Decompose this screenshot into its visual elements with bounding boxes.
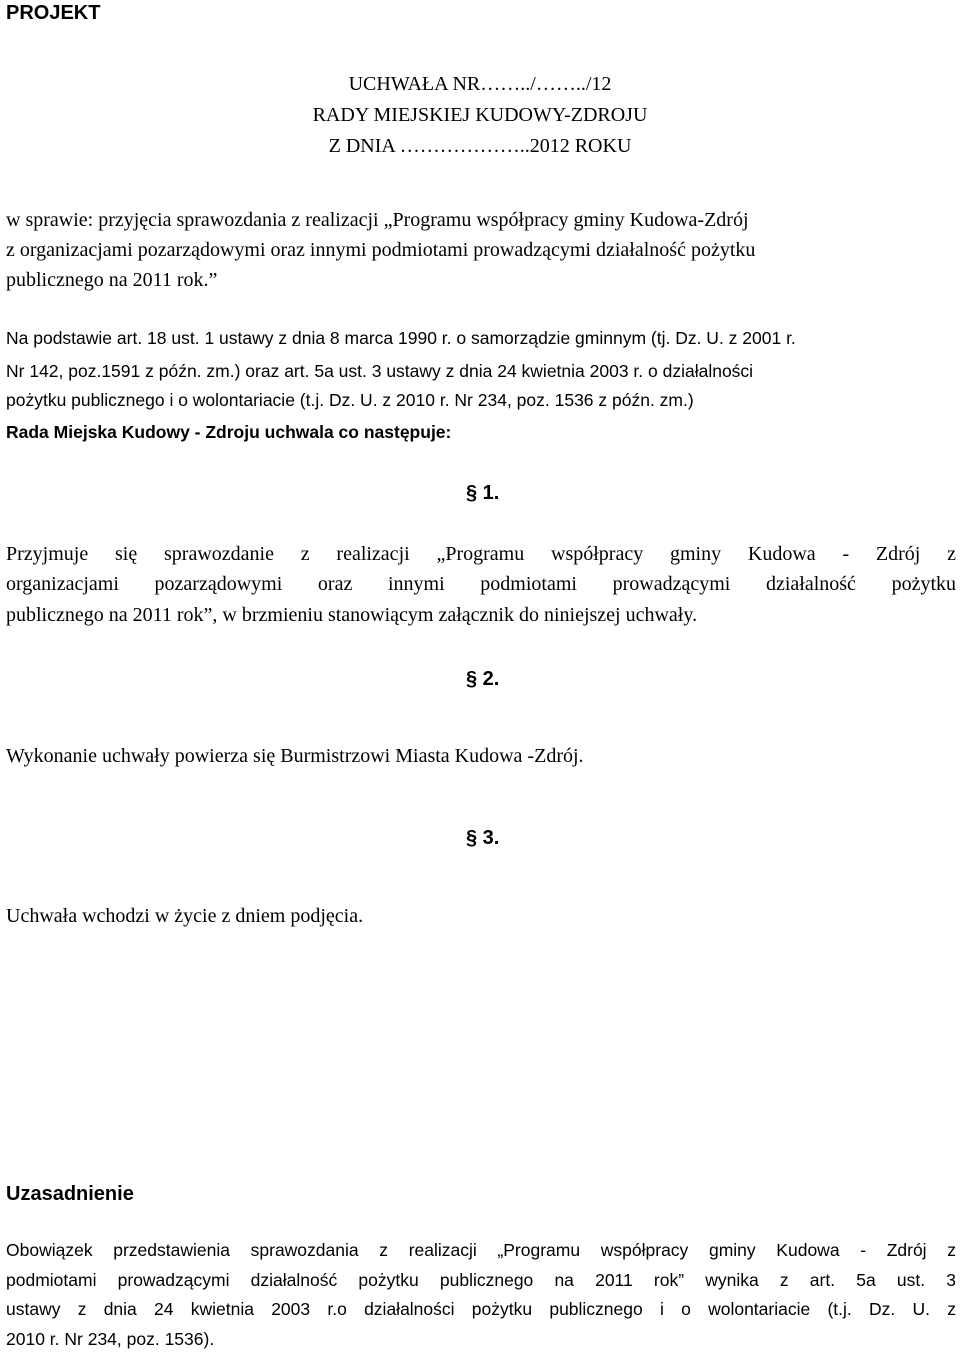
section-number: § 2. bbox=[466, 668, 500, 690]
reasoning-line: ustawy z dnia 24 kwietnia 2003 r.o działalności pożytku publicznego i o wolontariacie (t.j. Dz. U. z bbox=[6, 1299, 956, 1319]
section-text-line: organizacjami pozarządowymi oraz innymi podmiotami prowadzącymi działalność pożytku bbox=[6, 573, 956, 595]
council-resolves: Rada Miejska Kudowy - Zdroju uchwala co następuje: bbox=[6, 422, 452, 442]
legal-basis-line: pożytku publicznego i o wolontariacie (t.j. Dz. U. z 2010 r. Nr 234, poz. 1536 z późn. zm.) bbox=[6, 390, 694, 410]
resolution-date: Z DNIA ………………..2012 ROKU bbox=[328, 135, 632, 157]
subject-line: publicznego na 2011 rok.” bbox=[6, 269, 218, 291]
legal-basis-line: Na podstawie art. 18 ust. 1 ustawy z dnia 8 marca 1990 r. o samorządzie gminnym (tj. Dz. U. z 2001 r. bbox=[6, 328, 796, 348]
section-text-line: Przyjmuje się sprawozdanie z realizacji „Programu współpracy gminy Kudowa - Zdrój z bbox=[6, 543, 956, 565]
section-number: § 3. bbox=[466, 827, 500, 849]
reasoning-line: 2010 r. Nr 234, poz. 1536). bbox=[6, 1329, 215, 1349]
subject-line: w sprawie: przyjęcia sprawozdania z realizacji „Programu współpracy gminy Kudowa-Zdrój bbox=[6, 209, 749, 231]
section-text-line: publicznego na 2011 rok”, w brzmieniu stanowiącym załącznik do niniejszej uchwały. bbox=[6, 604, 698, 626]
subject-line: z organizacjami pozarządowymi oraz innymi podmiotami prowadzącymi działalność pożytku bbox=[6, 239, 756, 261]
section-number: § 1. bbox=[466, 482, 500, 504]
legal-basis-line: Nr 142, poz.1591 z późn. zm.) oraz art. 5a ust. 3 ustawy z dnia 24 kwietnia 2003 r. o działalności bbox=[6, 361, 754, 381]
reasoning-line: Obowiązek przedstawienia sprawozdania z realizacji „Programu współpracy gminy Kudowa - Zdrój z bbox=[6, 1240, 956, 1260]
section-text-line: Wykonanie uchwały powierza się Burmistrzowi Miasta Kudowa -Zdrój. bbox=[6, 745, 584, 767]
reasoning-heading: Uzasadnienie bbox=[6, 1183, 134, 1205]
section-text-line: Uchwała wchodzi w życie z dniem podjęcia. bbox=[6, 905, 364, 927]
issuing-council: RADY MIEJSKIEJ KUDOWY-ZDROJU bbox=[312, 104, 648, 126]
resolution-number: UCHWAŁA NR……../……../12 bbox=[348, 73, 612, 95]
reasoning-line: podmiotami prowadzącymi działalność pożytku publicznego na 2011 rok” wynika z art. 5a ust. 3 bbox=[6, 1270, 956, 1290]
draft-label: PROJEKT bbox=[6, 2, 101, 24]
